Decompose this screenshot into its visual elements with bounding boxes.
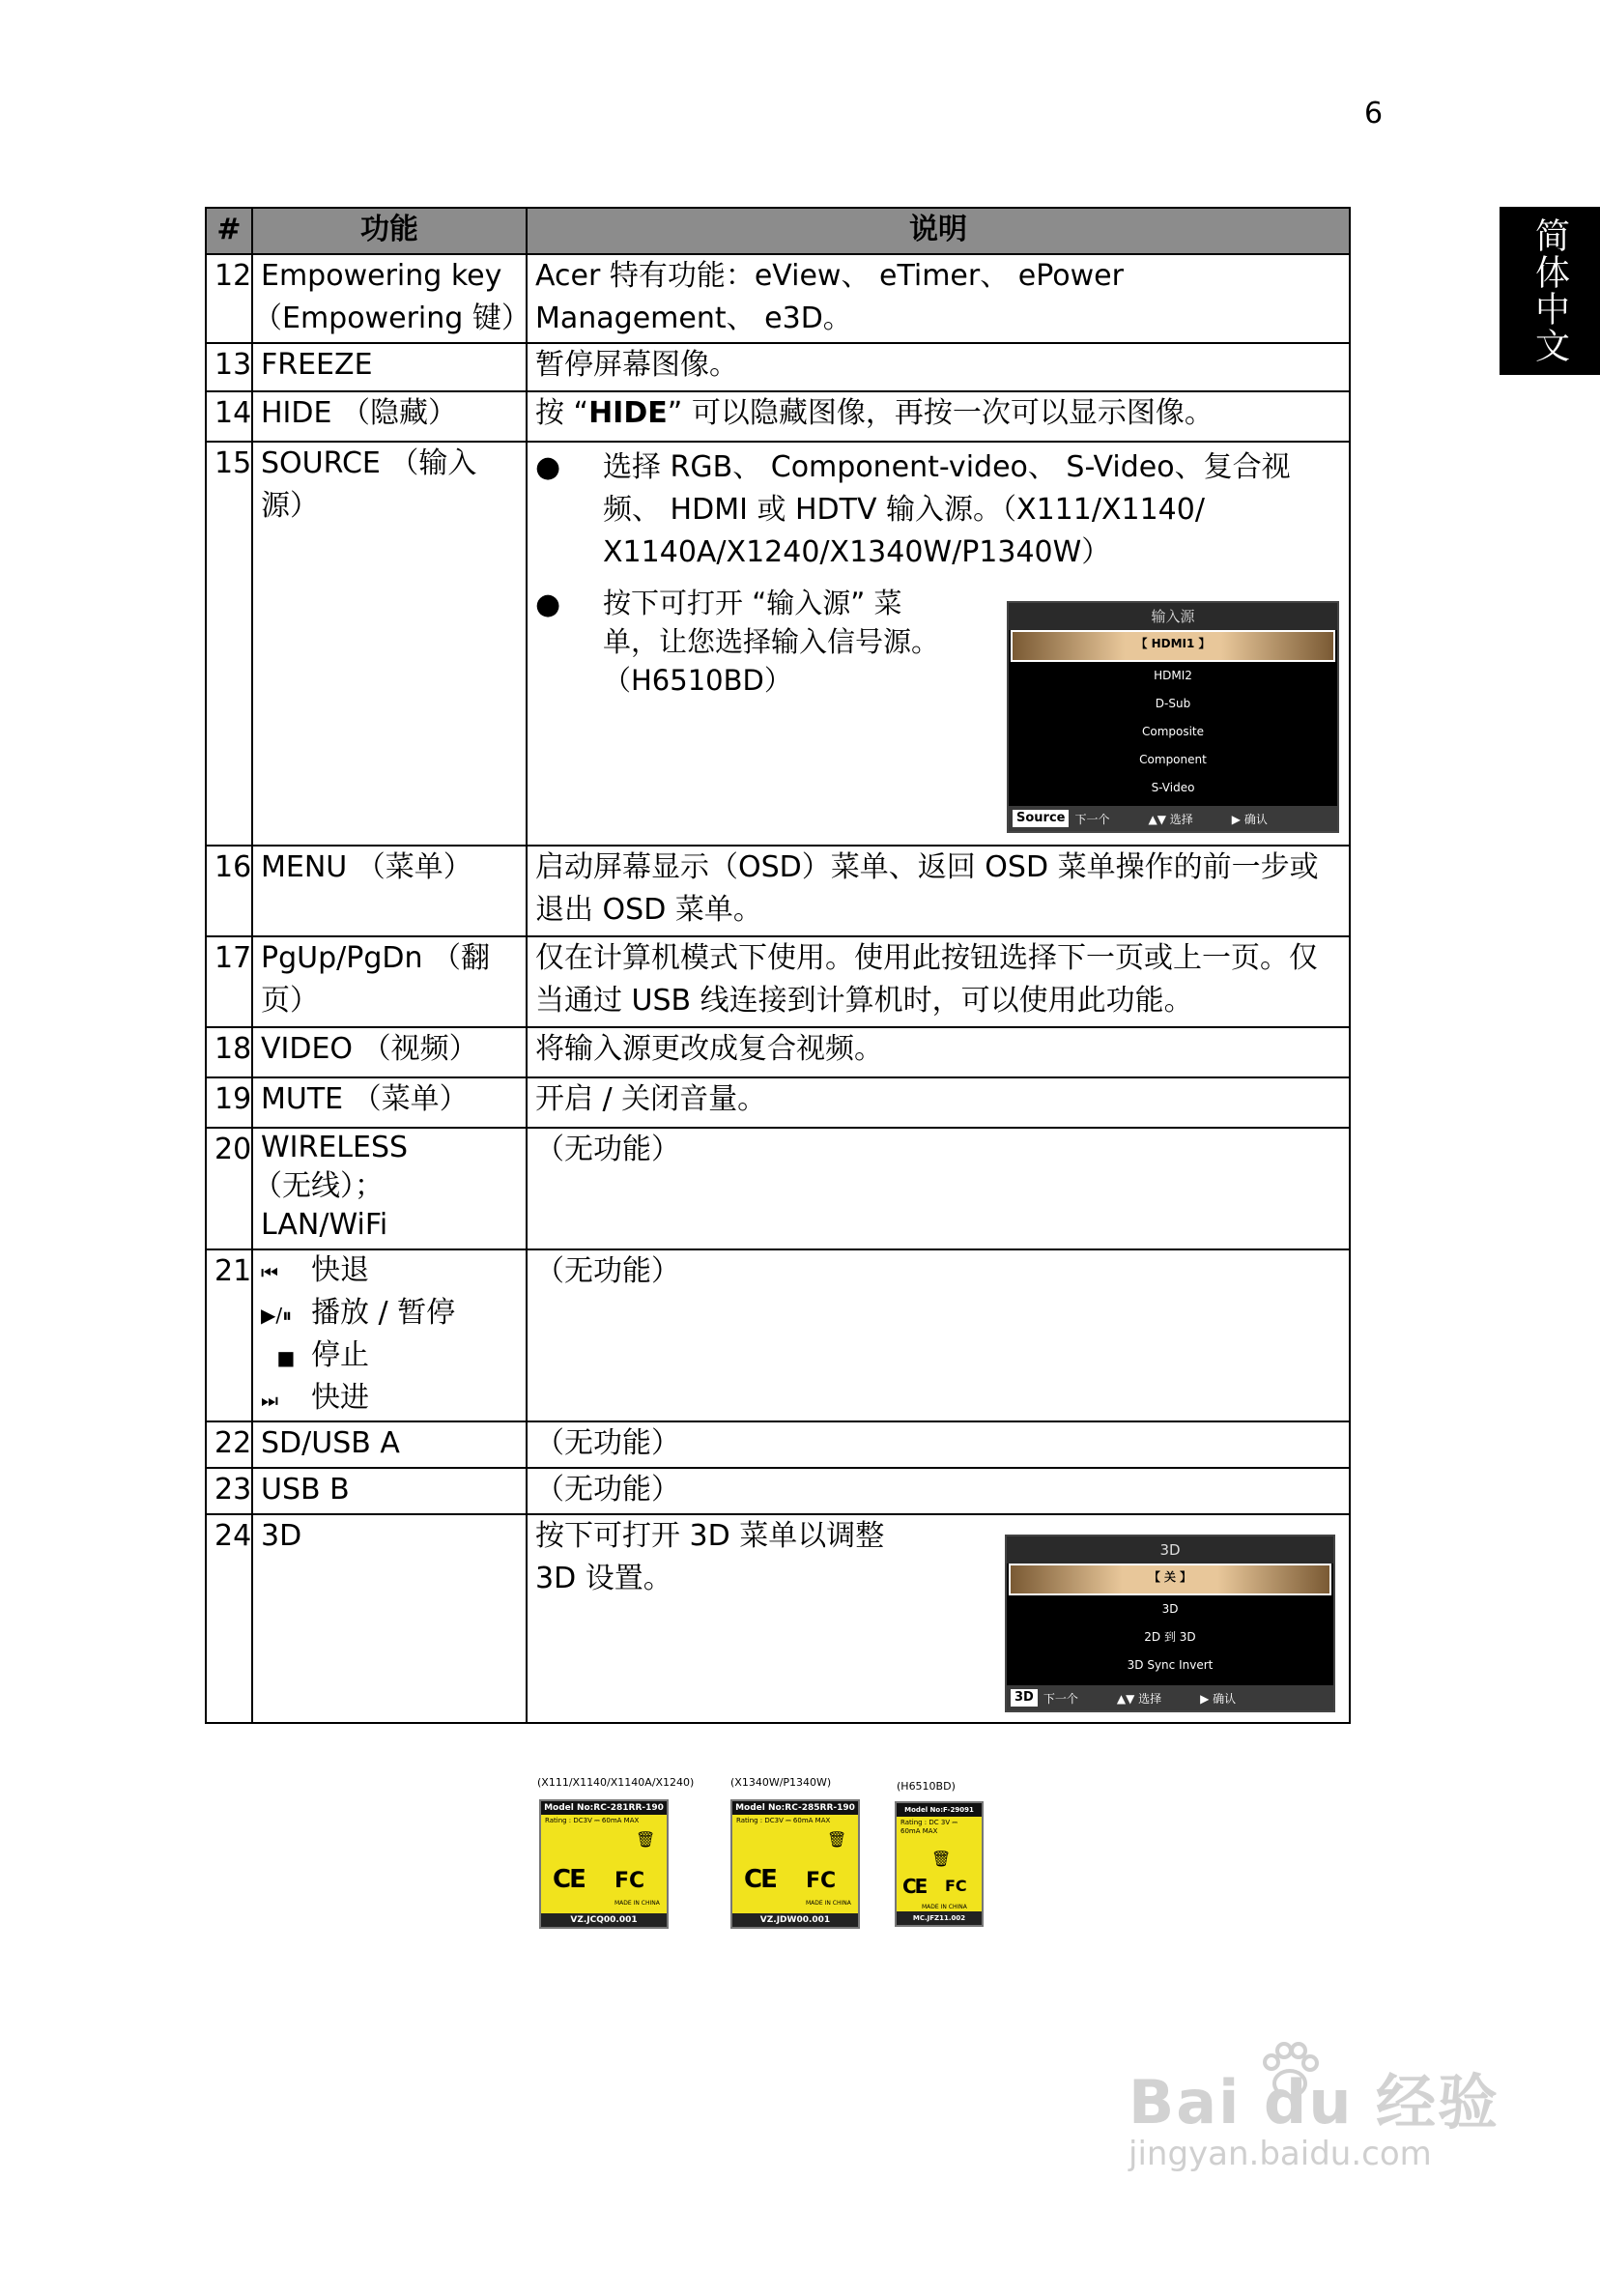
osd-item: 3D Sync Invert [1127,1658,1214,1672]
bullet-item [535,446,1341,574]
row-number: 18 [206,1027,252,1077]
osd-item: 2D 到 3D [1144,1630,1196,1644]
remote-rating-label [730,1799,860,1929]
media-control-item [261,1250,518,1293]
row-description [527,391,1350,442]
language-side-tab [1500,207,1600,375]
label-caption: (X111/X1140/X1140A/X1240) [537,1776,695,1789]
label-rating: Rating : DC3V ⎓ 60mA MAX [736,1817,831,1824]
osd-item: 3D [1161,1602,1179,1616]
label-made-in: MADE IN CHINA [922,1904,967,1910]
stop-icon: ■ [276,1346,296,1369]
row-function: FREEZE [252,343,527,391]
table-row [206,1249,1350,1421]
row-function [252,254,530,343]
row-function [252,1249,527,1421]
desc-text: ” 可以隐藏图像，再按一次可以显示图像。 [667,396,1214,430]
osd-footer-next: 下一个 [1043,1691,1078,1706]
row-number: 23 [206,1468,252,1514]
osd-item: 【 关 】 [1009,1564,1331,1595]
row-function-line: （无线）； [253,1169,384,1203]
recycle-bin-icon: 🗑 [827,1830,847,1849]
label-rating: Rating : DC3V ⎓ 60mA MAX [545,1817,640,1824]
table-row [206,1468,1350,1514]
media-control-label: 快进 [311,1381,369,1415]
row-number: 14 [206,391,252,442]
osd-item: D-Sub [1155,697,1191,710]
rewind-icon: ⏮ [261,1261,278,1284]
language-side-tab-label: 简体中文 [1529,217,1570,364]
label-model: Model No:RC-285RR-190 [732,1801,858,1815]
source-osd-menu [1007,601,1339,833]
row-number: 13 [206,343,252,391]
media-control-item [261,1293,518,1335]
osd-item: S-Video [1151,781,1195,794]
label-caption: (H6510BD) [897,1780,956,1793]
media-control-label: 停止 [311,1338,369,1372]
row-function: USB B [252,1468,527,1514]
row-description: 将输入源更改成复合视频。 [527,1027,1350,1077]
media-control-label: 快退 [311,1253,369,1287]
osd-footer-key: Source [1013,810,1069,827]
row-number: 16 [206,846,252,936]
osd-item: Composite [1141,725,1205,738]
row-description-text: 按下可打开 3D 菜单以调整 3D 设置。 [535,1519,885,1595]
osd-item: HDMI2 [1154,669,1192,682]
row-number: 17 [206,936,252,1027]
label-made-in: MADE IN CHINA [614,1900,660,1907]
table-header-row [206,208,1350,254]
fc-mark-icon: FC [806,1869,837,1893]
fc-mark-icon: FC [945,1877,967,1895]
watermark-url: jingyan.baidu.com [1129,2135,1432,2173]
media-control-item [261,1378,518,1421]
label-made-in: MADE IN CHINA [806,1900,851,1907]
header-number: # [206,208,252,254]
remote-rating-label [539,1799,669,1929]
ce-mark-icon: CE [902,1875,927,1898]
header-function: 功能 [252,208,527,254]
page-number: 6 [1364,97,1384,130]
row-number: 22 [206,1421,252,1468]
label-code: MC.JFZ11.002 [897,1911,982,1925]
bullet-item [535,584,951,700]
bullet-text: 选择 RGB、 Component-video、 S-Video、复合视频、 HDMI 或 HDTV 输入源。（X111/X1140/ X1140A/X1240/X1340W/P1340W） [603,450,1291,569]
3d-osd-menu [1005,1535,1335,1712]
osd-footer-next: 下一个 [1074,812,1110,826]
bullet-icon: ● [535,588,561,621]
table-row [206,1077,1350,1128]
fc-mark-icon: FC [614,1869,645,1893]
recycle-bin-icon: 🗑 [931,1850,952,1868]
ce-mark-icon: CE [744,1865,776,1894]
row-description: 启动屏幕显示（OSD）菜单、返回 OSD 菜单操作的前一步或退出 OSD 菜单。 [527,846,1350,936]
osd-footer-select: ▲▼ 选择 [1148,812,1193,826]
osd-title: 输入源 [1009,603,1337,630]
row-number: 12 [206,254,252,343]
row-function: PgUp/PgDn （翻页） [252,936,527,1027]
remote-rating-label [895,1801,984,1927]
label-code: VZ.JDW00.001 [732,1913,858,1927]
row-function: 3D [252,1514,527,1723]
row-number: 20 [206,1128,252,1249]
row-description: （无功能） [527,1421,1350,1468]
bullet-icon: ● [535,450,561,484]
osd-footer [1009,806,1337,831]
row-description: 仅在计算机模式下使用。使用此按钮选择下一页或上一页。仅当通过 USB 线连接到计算机时，可以使用此功能。 [527,936,1350,1027]
row-description: （无功能） [527,1468,1350,1514]
row-function: SOURCE （输入源） [252,442,527,846]
row-function: SD/USB A [252,1421,527,1468]
label-caption: (X1340W/P1340W) [730,1776,832,1789]
row-function-line: Empowering key [261,259,502,293]
label-code: VZ.JCQ00.001 [541,1913,667,1927]
ce-mark-icon: CE [553,1865,585,1894]
table-row [206,936,1350,1027]
row-function-line: LAN/WiFi [261,1208,388,1242]
row-function-line: （Empowering 键） [253,301,530,335]
row-description: （无功能） [527,1249,1350,1421]
desc-key-name: HIDE [588,396,668,430]
desc-text: 按 “ [535,396,589,430]
row-description: 暂停屏幕图像。 [527,343,1350,391]
osd-item: Component [1139,753,1207,766]
osd-footer-select: ▲▼ 选择 [1116,1691,1162,1706]
table-row [206,1128,1350,1249]
osd-footer [1007,1685,1333,1710]
row-function [252,1128,527,1249]
table-row [206,391,1350,442]
fast-forward-icon: ⏭ [261,1389,278,1412]
table-row [206,846,1350,936]
label-rating: Rating : DC 3V ⎓ 60mA MAX [900,1819,957,1835]
row-description: Acer 特有功能：eView、 eTimer、 ePower Management、 e3D。 [527,254,1350,343]
baidu-watermark [1129,2054,1500,2173]
row-number: 21 [206,1249,252,1421]
media-control-item [261,1335,518,1378]
table-row [206,1421,1350,1468]
row-function-line: WIRELESS [261,1131,409,1164]
row-function: MENU （菜单） [252,846,527,936]
row-description: （无功能） [527,1128,1350,1249]
remote-function-table [205,207,1351,1724]
osd-footer-key: 3D [1011,1689,1038,1707]
osd-footer-confirm: ▶ 确认 [1200,1691,1237,1706]
osd-item: 【 HDMI1 】 [1011,630,1335,662]
recycle-bin-icon: 🗑 [636,1830,656,1849]
osd-footer-confirm: ▶ 确认 [1231,812,1268,826]
header-description: 说明 [527,208,1350,254]
label-model: Model No:F-29091 [897,1803,982,1817]
table-row [206,254,1350,343]
table-row [206,343,1350,391]
play-pause-icon: ▶/⏸ [261,1304,293,1327]
row-number: 24 [206,1514,252,1723]
label-model: Model No:RC-281RR-190 [541,1801,667,1815]
media-control-label: 播放 / 暂停 [311,1296,456,1330]
bullet-text: 按下可打开 “输入源” 菜单，让您选择输入信号源。（H6510BD） [603,587,940,697]
table-row [206,1027,1350,1077]
row-function: MUTE （菜单） [252,1077,527,1128]
osd-title: 3D [1007,1536,1333,1564]
row-function: HIDE （隐藏） [252,391,527,442]
row-description: 开启 / 关闭音量。 [527,1077,1350,1128]
watermark-brand: Bai du 经验 [1129,2067,1500,2138]
row-number: 19 [206,1077,252,1128]
row-function: VIDEO （视频） [252,1027,527,1077]
row-number: 15 [206,442,252,846]
